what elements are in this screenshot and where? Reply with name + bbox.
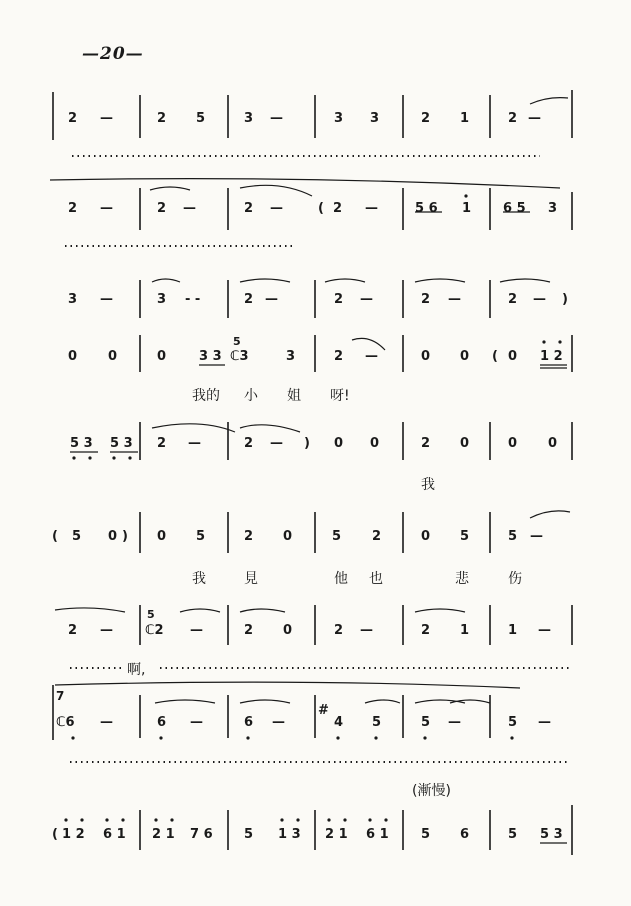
lyric: 悲	[455, 571, 469, 587]
svg-text:—: —	[365, 349, 378, 364]
svg-text:—: —	[270, 111, 283, 126]
svg-text:0: 0	[108, 349, 118, 364]
svg-text:5: 5	[508, 529, 518, 544]
svg-text:(: (	[52, 529, 58, 544]
svg-text:—: —	[188, 436, 201, 451]
svg-text:2: 2	[421, 292, 431, 307]
tempo-mark: (漸慢)	[412, 783, 451, 799]
svg-text:5: 5	[421, 827, 431, 842]
svg-text:—: —	[100, 715, 113, 730]
svg-text:2: 2	[333, 201, 343, 216]
svg-text:(: (	[318, 201, 324, 216]
svg-text:2: 2	[68, 111, 78, 126]
svg-text:0: 0	[508, 349, 518, 364]
svg-text:—: —	[448, 292, 461, 307]
svg-text:—: —	[265, 292, 278, 307]
svg-text:2: 2	[334, 292, 344, 307]
svg-text:0: 0	[283, 529, 293, 544]
svg-text:ℂ2: ℂ2	[145, 623, 164, 638]
svg-text:6: 6	[460, 827, 470, 842]
svg-text:6 5: 6 5	[503, 201, 526, 216]
svg-text:0: 0	[460, 349, 470, 364]
svg-text:2: 2	[68, 201, 78, 216]
svg-text:0: 0	[283, 623, 293, 638]
svg-text:2: 2	[244, 529, 254, 544]
svg-text:—: —	[190, 715, 203, 730]
lyric: 啊,	[127, 662, 146, 678]
svg-text:5: 5	[508, 827, 518, 842]
lyric: 我	[192, 571, 206, 587]
svg-text:6: 6	[244, 715, 254, 730]
lyric: 我	[421, 477, 435, 493]
svg-text:4: 4	[334, 715, 344, 730]
svg-text:—: —	[448, 715, 461, 730]
svg-text:0: 0	[508, 436, 518, 451]
svg-text:3: 3	[244, 111, 254, 126]
svg-text:—: —	[100, 623, 113, 638]
svg-text:—: —	[365, 201, 378, 216]
lyric: 見	[244, 571, 258, 587]
svg-text:5: 5	[196, 529, 206, 544]
svg-text:2: 2	[421, 436, 431, 451]
lyric: 伤	[508, 571, 522, 587]
svg-text:5: 5	[508, 715, 518, 730]
svg-text:1: 1	[460, 111, 470, 126]
lyric: 小	[244, 388, 258, 404]
svg-text:2: 2	[421, 111, 431, 126]
svg-text:5 3: 5 3	[110, 436, 133, 451]
svg-text:—: —	[528, 111, 541, 126]
svg-text:5: 5	[147, 608, 155, 621]
svg-text:): )	[562, 292, 568, 307]
svg-text:#: #	[318, 703, 329, 718]
svg-text:6: 6	[157, 715, 167, 730]
svg-text:2: 2	[157, 201, 167, 216]
svg-text:0: 0	[370, 436, 380, 451]
svg-text:5 3: 5 3	[540, 827, 563, 842]
svg-text:0: 0	[460, 436, 470, 451]
svg-text:2: 2	[508, 111, 518, 126]
svg-text:5: 5	[372, 715, 382, 730]
svg-text:(: (	[492, 349, 498, 364]
svg-text:2: 2	[334, 349, 344, 364]
svg-text:6 1: 6 1	[103, 827, 126, 842]
lyric: 呀!	[330, 388, 350, 404]
svg-text:2: 2	[508, 292, 518, 307]
svg-text:1 2: 1 2	[540, 349, 563, 364]
svg-text:—: —	[100, 292, 113, 307]
svg-text:—: —	[538, 623, 551, 638]
svg-text:1: 1	[508, 623, 518, 638]
svg-text:2: 2	[244, 292, 254, 307]
svg-text:1 3: 1 3	[278, 827, 301, 842]
svg-text:2: 2	[244, 623, 254, 638]
svg-text:—: —	[538, 715, 551, 730]
svg-text:5: 5	[72, 529, 82, 544]
svg-text:3: 3	[334, 111, 344, 126]
svg-text:2: 2	[68, 623, 78, 638]
svg-text:0: 0	[334, 436, 344, 451]
svg-text:5 6: 5 6	[415, 201, 438, 216]
svg-text:—: —	[100, 201, 113, 216]
svg-text:5: 5	[233, 335, 241, 348]
page-number: —20—	[82, 44, 144, 64]
svg-text:—: —	[360, 292, 373, 307]
svg-text:—: —	[360, 623, 373, 638]
svg-text:3: 3	[68, 292, 78, 307]
svg-text:5 3: 5 3	[70, 436, 93, 451]
svg-text:3 3: 3 3	[199, 349, 222, 364]
svg-text:3: 3	[370, 111, 380, 126]
svg-text:5: 5	[460, 529, 470, 544]
svg-text:5: 5	[332, 529, 342, 544]
svg-text:5: 5	[196, 111, 206, 126]
svg-text:3: 3	[286, 349, 296, 364]
svg-text:2: 2	[334, 623, 344, 638]
svg-text:5: 5	[244, 827, 254, 842]
svg-text:2: 2	[372, 529, 382, 544]
svg-text:1: 1	[460, 623, 470, 638]
svg-text:ℂ6: ℂ6	[56, 715, 75, 730]
svg-text:- -: - -	[185, 292, 201, 307]
svg-text:—: —	[530, 529, 543, 544]
svg-text:0: 0	[421, 349, 431, 364]
svg-text:—: —	[270, 201, 283, 216]
svg-text:): )	[304, 436, 310, 451]
svg-text:—: —	[533, 292, 546, 307]
svg-text:1: 1	[462, 201, 472, 216]
svg-text:0: 0	[548, 436, 558, 451]
svg-text:2: 2	[157, 111, 167, 126]
svg-text:—: —	[270, 436, 283, 451]
svg-text:—: —	[183, 201, 196, 216]
svg-text:—: —	[190, 623, 203, 638]
svg-text:2: 2	[244, 436, 254, 451]
svg-text:0: 0	[108, 529, 118, 544]
svg-text:3: 3	[548, 201, 558, 216]
svg-text:1 2: 1 2	[62, 827, 85, 842]
lyric: 也	[369, 571, 383, 587]
svg-text:2: 2	[244, 201, 254, 216]
svg-text:): )	[122, 529, 128, 544]
lyric: 姐	[287, 388, 301, 404]
svg-text:2: 2	[421, 623, 431, 638]
svg-text:2 1: 2 1	[152, 827, 175, 842]
svg-text:—: —	[272, 715, 285, 730]
svg-text:0: 0	[68, 349, 78, 364]
svg-text:—: —	[100, 111, 113, 126]
svg-text:3: 3	[157, 292, 167, 307]
svg-text:2 1: 2 1	[325, 827, 348, 842]
svg-text:0: 0	[157, 349, 167, 364]
svg-text:7 6: 7 6	[190, 827, 213, 842]
lyric: 他	[334, 571, 348, 587]
svg-text:0: 0	[157, 529, 167, 544]
svg-text:2: 2	[157, 436, 167, 451]
svg-text:(: (	[52, 827, 58, 842]
svg-text:6 1: 6 1	[366, 827, 389, 842]
lyric: 我的	[192, 388, 220, 404]
svg-text:ℂ3: ℂ3	[230, 349, 249, 364]
svg-text:5: 5	[421, 715, 431, 730]
svg-text:0: 0	[421, 529, 431, 544]
svg-text:7: 7	[56, 689, 65, 703]
